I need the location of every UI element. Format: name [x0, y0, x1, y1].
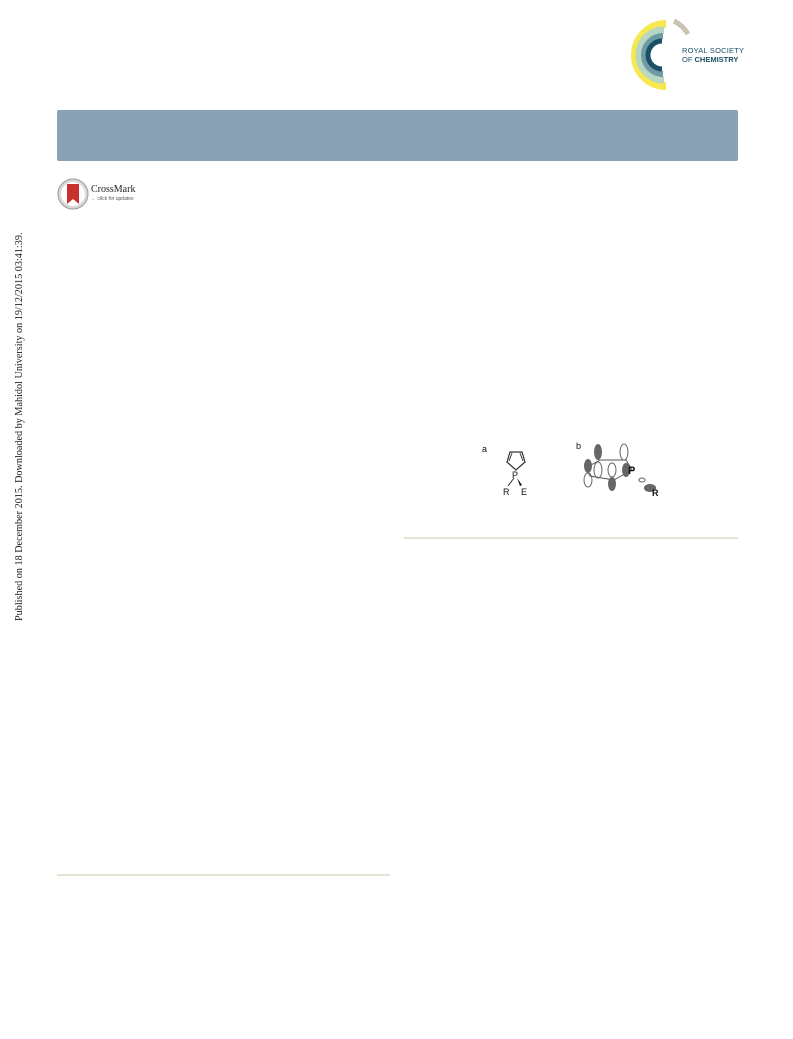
crossmark-subtitle-text: click for updates: [97, 196, 134, 202]
rsc-logo-chemistry: CHEMISTRY: [694, 55, 739, 64]
arrow-left-icon: ←: [91, 196, 96, 202]
crossmark-badge[interactable]: [57, 178, 147, 210]
phosphole-scheme-figure: [476, 440, 676, 502]
scheme-atom-p-a: P: [512, 470, 519, 480]
crossmark-title: CrossMark: [91, 184, 136, 195]
rsc-logo-line2: [682, 55, 744, 64]
scheme-panel-a-label: a: [482, 444, 488, 454]
scheme-substituent-r-b: R: [652, 488, 659, 498]
crossmark-subtitle: [91, 196, 134, 202]
left-column-divider: [57, 874, 390, 876]
download-sidebar-note: Published on 18 December 2015. Downloaded by Mahidol University on 19/12/2015 03:41:39.: [14, 232, 25, 621]
rsc-logo-mark-icon: [630, 18, 693, 92]
rsc-logo-text: [682, 46, 744, 64]
scheme-panel-b-label: b: [576, 441, 582, 451]
scheme-atom-p-b: P: [628, 465, 636, 477]
scheme-substituent-e-a: E: [521, 487, 528, 497]
phosphole-orbital-diagram-b: [584, 444, 656, 492]
rsc-logo: [630, 18, 745, 92]
journal-header-banner: [57, 110, 738, 161]
crossmark-icon: [57, 178, 89, 210]
phosphole-ring-a: [507, 452, 525, 486]
rsc-logo-of: OF: [682, 55, 693, 64]
scheme-substituent-r-a: R: [503, 487, 510, 497]
rsc-logo-line1: ROYAL SOCIETY: [682, 46, 745, 55]
right-column-divider: [404, 537, 738, 539]
